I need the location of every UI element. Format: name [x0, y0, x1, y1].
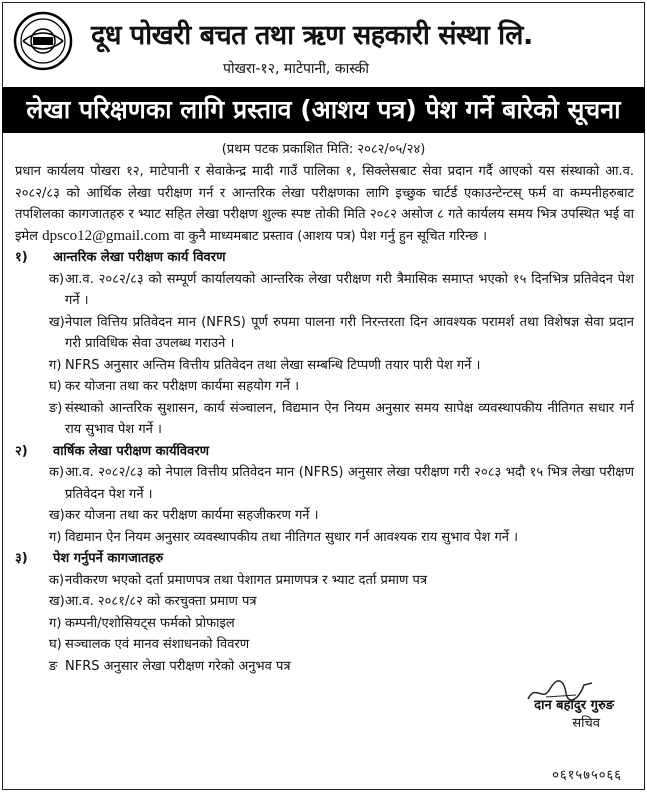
list-item [15, 591, 634, 613]
org-address: पोखरा-१२, माटेपानी, कास्की [223, 61, 370, 77]
item-marker: ग) [49, 529, 62, 545]
notice-page [2, 2, 645, 790]
item-marker: क) [49, 465, 65, 480]
signature-block [534, 695, 614, 731]
item-marker: ख) [49, 594, 65, 609]
list-item [15, 355, 634, 377]
item-text: नेपाल वित्तिय प्रतिवेदन मान (NFRS) पूर्ण रुपमा पालना गरी निरन्तरता दिन आवश्यक परामर्श तथा विशेषज्ञ सेवा प्रदान गरी प्राविधिक सेवा उपलब्ध गराउने । [65, 314, 634, 351]
item-text: कम्पनी/एशोसियट्स फर्मको प्रोफाइल [65, 615, 235, 631]
list-item [15, 570, 634, 592]
section-title: पेश गर्नुपर्ने कागजातहरु [53, 551, 164, 566]
list-item [15, 505, 634, 527]
list-item [15, 376, 634, 398]
cooperative-seal-icon [13, 11, 73, 71]
item-text: सञ्चालक एवं मानव संशाधनको विवरण [65, 637, 250, 652]
notice-body [15, 161, 634, 677]
org-name: दूध पोखरी बचत तथा ऋण सहकारी संस्था लि. [91, 20, 533, 51]
item-text: आ.व. २०८२/८३ को सम्पूर्ण कार्यालयको आन्तरिक लेखा परीक्षण गरी त्रैमासिक समाप्त भएको १५ दिनभित्र प्रतिवेदन पेश गर्ने । [65, 271, 634, 308]
list-item [15, 634, 634, 656]
section-number: १) [15, 250, 28, 265]
list-item [15, 656, 634, 678]
section-number: ३) [15, 551, 28, 566]
list-item [15, 462, 634, 505]
header [3, 3, 644, 87]
intro-text: प्रधान कार्यलय पोखरा १२, माटेपानी र सेवाकेन्द्र मादी गाउँ पालिका १, सिक्लेसबाट सेवा प्रदान गर्दै आएको यस संस्थाको आ.व. २०८२/८३ को आर्थिक लेखा परीक्षण गर्न र आन्तरिक लेखा परीक्षणका लागि इच्छुक चार्टर्ड एकाउन्टेन्टस् फर्म वा कम्पनीहरुबाट तपशिलका कागजातहरु र भ्याट सहित लेखा परीक्षण शुल्क स्पष्ट तोकी मिति २०८२ असोज ८ गते कार्यलय समय भित्र उपस्थित भई वा इमेल [15, 164, 634, 244]
item-marker: ङ [49, 658, 58, 674]
item-text: विद्यमान ऐन नियम अनुसार व्यवस्थापकीय तथा नीतिगत सुधार गर्न आवश्यक राय सुभाव पेश गर्ने । [65, 529, 519, 545]
notice-title: लेखा परिक्षणका लागि प्रस्ताव (आशय पत्र) पेश गर्ने बारेको सूचना [2, 87, 645, 133]
section-heading [15, 548, 634, 570]
list-item [15, 613, 634, 635]
section-heading [15, 441, 634, 463]
item-text: कर योजना तथा कर परीक्षण कार्यमा सहयोग गर्ने । [65, 379, 300, 394]
item-marker: क) [49, 271, 65, 287]
item-marker: ख) [49, 314, 65, 330]
item-text: आ.व. २०८२/८३ को नेपाल वित्तीय प्रतिवेदन मान (NFRS) अनुसार लेखा परीक्षण गरी २०८३ भदौ १५ भित्र लेखा परीक्षण प्रतिवेदन पेश गर्ने । [65, 465, 634, 502]
item-text: आ.व. २०८१/८२ को करचुक्ता प्रमाण पत्र [65, 594, 257, 609]
item-text: संस्थाको आन्तरिक सुशासन, कार्य संञ्चालन, विद्यमान ऐन नियम अनुसार समय सापेक्ष व्यवस्थापकीय नीतिगत सधार गर्न राय सुभाव पेश गर्ने । [65, 400, 634, 437]
list-item [15, 269, 634, 312]
item-text: NFRS अनुसार अन्तिम वित्तीय प्रतिवेदन तथा लेखा सम्बन्धि टिप्पणी तयार पारी पेश गर्ने । [65, 357, 481, 373]
item-marker: ख) [49, 508, 65, 523]
item-marker: घ) [49, 637, 62, 652]
item-marker: ङ) [49, 400, 63, 416]
phone-number: ०६१५७५०६६ [552, 768, 622, 783]
item-text: नवीकरण भएको दर्ता प्रमाणपत्र तथा पेशागत प्रमाणपत्र र भ्याट दर्ता प्रमाण पत्र [65, 572, 428, 588]
section-title: आन्तरिक लेखा परीक्षण कार्य विवरण [53, 250, 226, 265]
item-marker: ग) [49, 615, 62, 631]
section-heading [15, 247, 634, 269]
intro-text-end: वा कुनै माध्यमबाट प्रस्ताव (आशय पत्र) पेश गर्नु हुन सूचित गरिन्छ । [169, 228, 488, 244]
intro-paragraph [15, 161, 634, 247]
signatory-name: दान बहादुर गुरुङ [534, 698, 614, 713]
list-item [15, 527, 634, 549]
section-title: वार्षिक लेखा परीक्षण कार्यविवरण [53, 443, 210, 459]
published-date: (प्रथम पटक प्रकाशित मिति: २०८२/०५/२४) [221, 142, 426, 157]
item-marker: घ) [49, 379, 62, 394]
list-item [15, 312, 634, 355]
email-link[interactable]: dpsco12@gmail.com [42, 227, 170, 244]
section-number: २) [15, 443, 28, 459]
signatory-designation: सचिव [572, 716, 600, 731]
item-text: कर योजना तथा कर परीक्षण कार्यमा सहजीकरण गर्ने । [65, 508, 319, 523]
list-item [15, 398, 634, 441]
item-text: NFRS अनुसार लेखा परीक्षण गरेको अनुभव पत्र [65, 658, 291, 674]
item-marker: क) [49, 572, 65, 588]
item-marker: ग) [49, 357, 62, 373]
sections-list [15, 247, 634, 677]
